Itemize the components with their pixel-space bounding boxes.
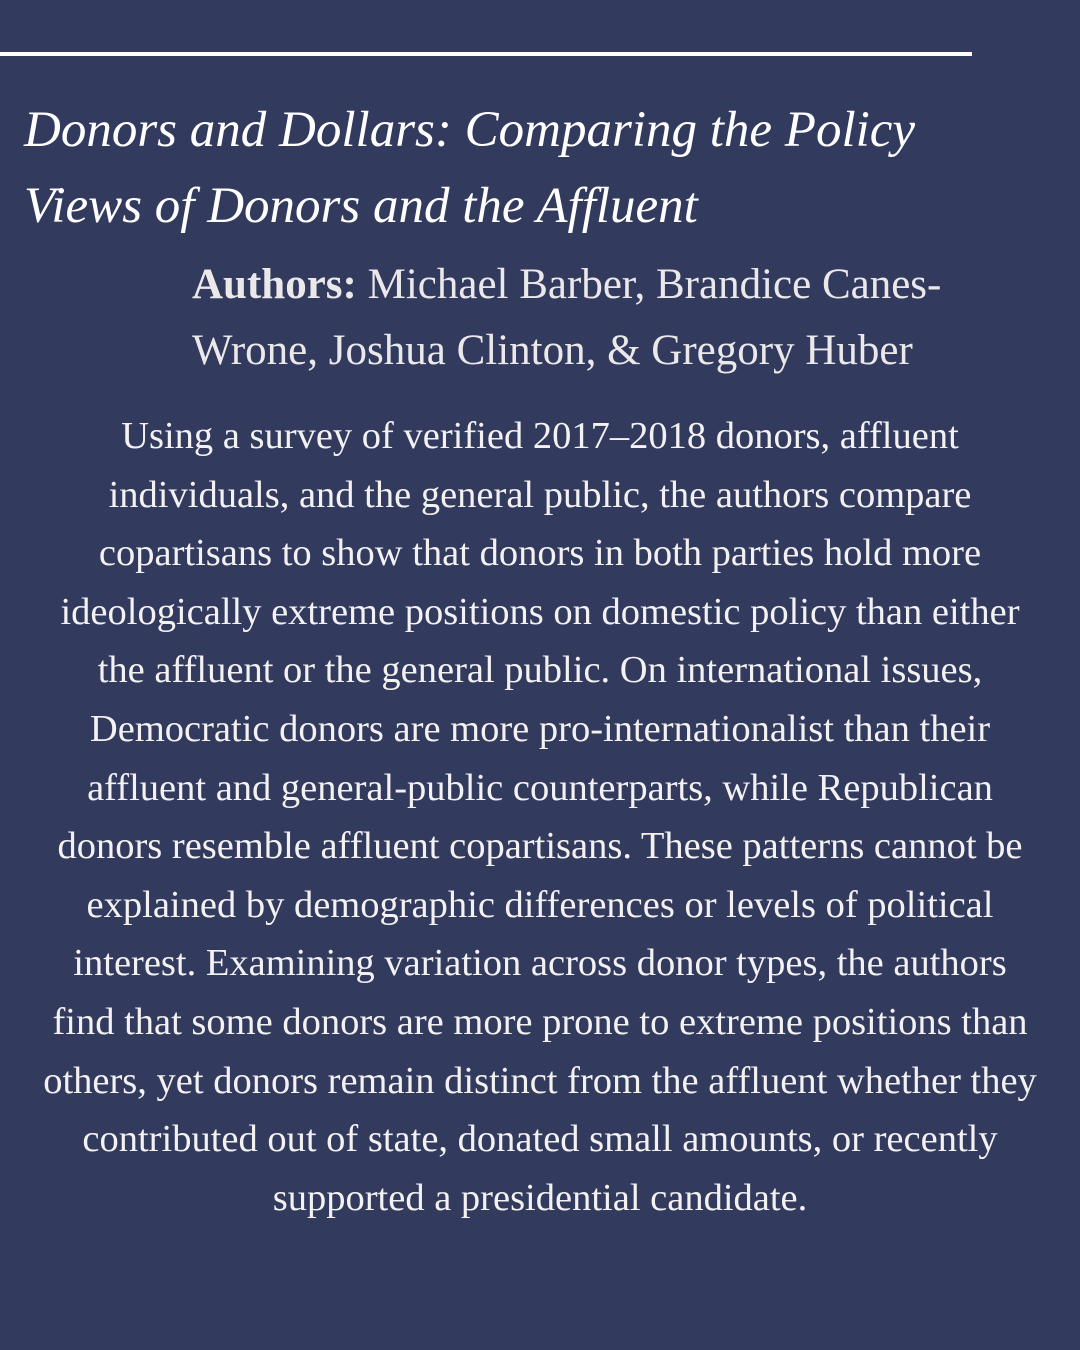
top-divider-rule <box>0 52 972 56</box>
authors-label: Authors: <box>192 261 357 308</box>
abstract-text: Using a survey of verified 2017–2018 donors, affluent individuals, and the general public, the authors compare copartisans to show that donors in both parties hold more ideologically extreme positions on domestic policy than either the affluent or the general public. On international issues, Democratic donors are more pro-internationalist than their affluent and general-public counterparts, while Republican donors resemble affluent copartisans. These patterns cannot be explained by demographic differences or levels of political interest. Examining variation across donor types, the authors find that some donors are more prone to extreme positions than others, yet donors remain distinct from the affluent whether they contributed out of state, donated small amounts, or recently supported a presidential candidate. <box>43 415 1037 1219</box>
authors-line <box>192 252 1062 384</box>
article-title: Donors and Dollars: Comparing the Policy Views of Donors and the Affluent <box>24 102 916 234</box>
authors-names: Michael Barber, Brandice Canes-Wrone, Joshua Clinton, & Gregory Huber <box>192 261 942 374</box>
